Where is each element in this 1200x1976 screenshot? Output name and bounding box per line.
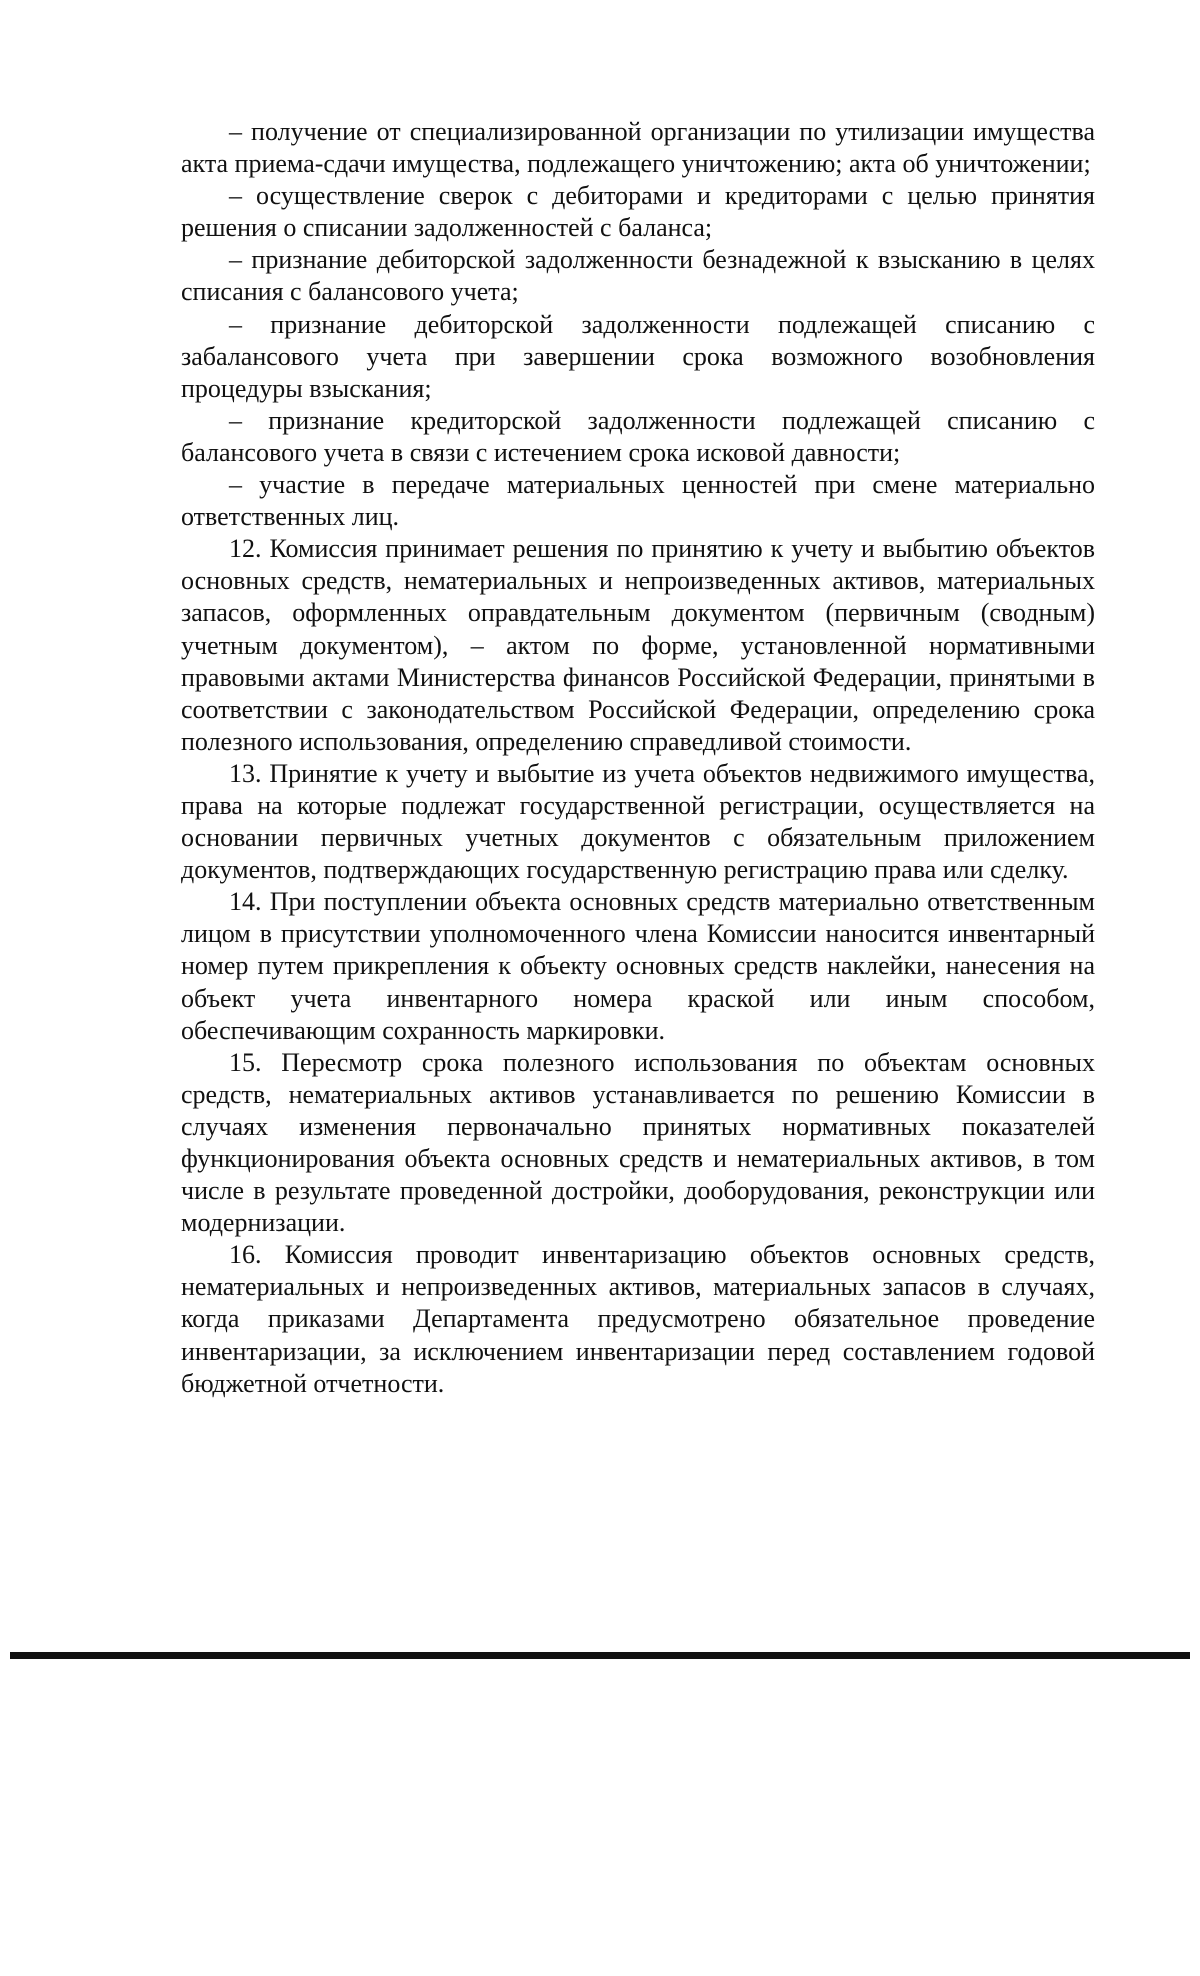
clause-14: 14. При поступлении объекта основных средств материально ответственным лицом в присутствии уполномоченного члена Комиссии наносится инвентарный номер путем прикрепления к объекту основных средств наклейки, нанесения на объект учета инвентарного номера краской или иным способом, обеспечивающим сохранность маркировки. xyxy=(181,887,1095,1045)
list-item-creditor-debt: – признание кредиторской задолженности подлежащей списанию с балансового учета в связи с истечением срока исковой давности; xyxy=(181,405,1095,467)
clause-16: 16. Комиссия проводит инвентаризацию объектов основных средств, нематериальных и непроизведенных активов, материальных запасов в случаях, когда приказами Департамента предусмотрено обязательное проведение инвентаризации, за исключением инвентаризации перед составлением годовой бюджетной отчетности. xyxy=(181,1240,1095,1398)
clause-15: 15. Пересмотр срока полезного использования по объектам основных средств, нематериальных активов устанавливается по решению Комиссии в случаях изменения первоначально принятых нормативных показателей функционирования объекта основных средств и нематериальных активов, в том числе в результате проведенной достройки, дооборудования, реконструкции или модернизации. xyxy=(181,1047,1095,1238)
list-item-asset-transfer: – участие в передаче материальных ценностей при смене материально ответственных лиц. xyxy=(181,470,1095,532)
list-item-reconciliation: – осуществление сверок с дебиторами и кредиторами с целью принятия решения о списании задолженностей с баланса; xyxy=(181,181,1095,243)
clause-12: 12. Комиссия принимает решения по принятию к учету и выбытию объектов основных средств, нематериальных и непроизведенных активов, материальных запасов, оформленных оправдательным документом (первичным (сводным) учетным документом), – актом по форме, установленной нормативными правовыми актами Министерства финансов Российской Федерации, принятыми в соответствии с законодательством Российской Федерации, определению срока полезного использования, определению справедливой стоимости. xyxy=(181,534,1095,756)
list-item-bad-debt: – признание дебиторской задолженности безнадежной к взысканию в целях списания с балансового учета; xyxy=(181,245,1095,307)
list-item-disposal-act: – получение от специализированной организации по утилизации имущества акта приема-сдачи имущества, подлежащего уничтожению; акта об уничтожении; xyxy=(181,117,1095,179)
bottom-divider xyxy=(10,1652,1190,1659)
document-body xyxy=(181,116,1095,1400)
clause-13: 13. Принятие к учету и выбытие из учета объектов недвижимого имущества, права на которые подлежат государственной регистрации, осуществляется на основании первичных учетных документов с обязательным приложением документов, подтверждающих государственную регистрацию права или сделку. xyxy=(181,758,1095,885)
list-item-off-balance-debt: – признание дебиторской задолженности подлежащей списанию с забалансового учета при завершении срока возможного возобновления процедуры взыскания; xyxy=(181,309,1095,403)
